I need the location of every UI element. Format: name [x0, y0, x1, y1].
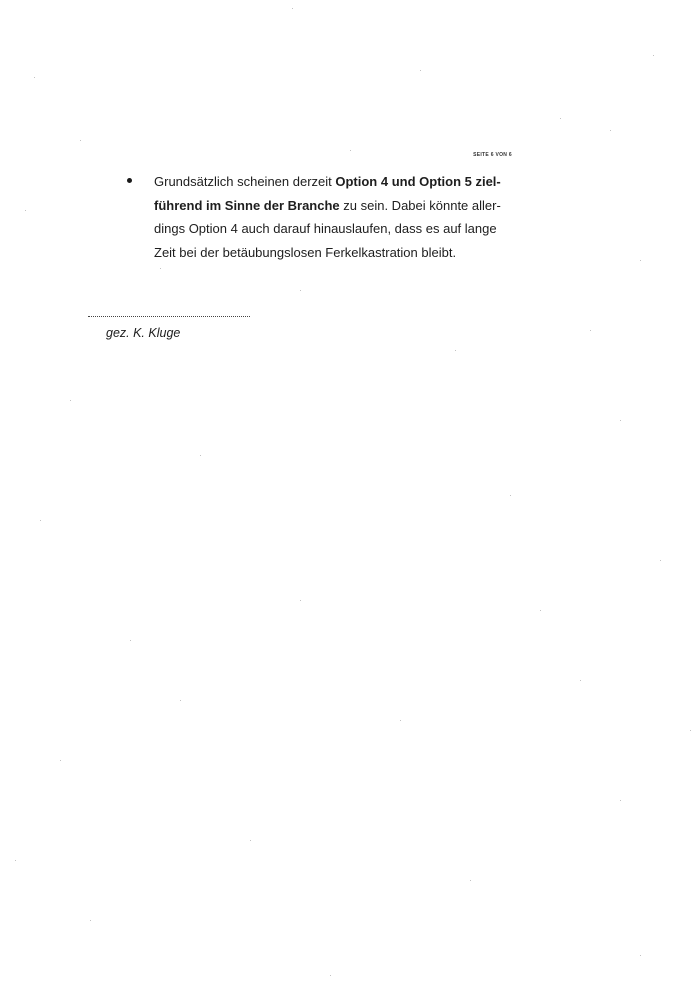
scan-speckle	[300, 290, 301, 291]
scan-speckle	[580, 680, 581, 681]
scan-speckle	[34, 77, 35, 78]
scan-speckle	[350, 150, 351, 151]
scan-speckle	[330, 975, 331, 976]
scan-speckle	[80, 140, 81, 141]
scan-speckle	[470, 880, 471, 881]
scan-speckle	[610, 130, 611, 131]
bullet-list-item	[127, 170, 507, 265]
text-run: zu sein. Dabei könnte aller-	[339, 197, 501, 213]
scan-speckle	[510, 495, 511, 496]
scan-speckle	[200, 455, 201, 456]
signature-text: gez. K. Kluge	[106, 326, 181, 340]
scan-speckle	[690, 730, 691, 731]
scan-speckle	[640, 955, 641, 956]
scan-speckle	[130, 640, 131, 641]
scan-speckle	[160, 268, 161, 269]
scan-speckle	[70, 400, 71, 401]
text-run: dings Option 4 auch darauf hinauslaufen, dass es auf lange	[154, 221, 497, 237]
scan-speckle	[180, 700, 181, 701]
scan-speckle	[590, 330, 591, 331]
scan-speckle	[620, 800, 621, 801]
bullet-line-2	[154, 194, 504, 218]
scan-speckle	[560, 118, 561, 119]
scan-speckle	[540, 610, 541, 611]
text-run: Zeit bei der betäubungslosen Ferkelkastration bleibt.	[154, 245, 457, 261]
scan-speckle	[400, 720, 401, 721]
scan-speckle	[292, 8, 293, 9]
scan-speckle	[653, 55, 654, 56]
bullet-line-3	[154, 217, 504, 241]
scan-speckle	[640, 260, 641, 261]
scan-speckle	[15, 860, 16, 861]
scan-speckle	[300, 600, 301, 601]
text-run-bold: Option 4 und Option 5 ziel-	[335, 174, 501, 189]
bullet-line-4	[154, 241, 504, 265]
text-run-bold: führend im Sinne der Branche	[154, 197, 340, 213]
scan-speckle	[40, 520, 41, 521]
scan-speckle	[660, 560, 661, 561]
scan-speckle	[250, 840, 251, 841]
scan-speckle	[90, 920, 91, 921]
scan-speckle	[420, 70, 421, 71]
page-number: SEITE 6 VON 6	[473, 152, 512, 158]
signature-divider	[88, 316, 250, 317]
text-run: Grundsätzlich scheinen derzeit	[154, 174, 336, 189]
scan-speckle	[25, 210, 26, 211]
bullet-dot-icon	[127, 178, 132, 183]
scan-speckle	[60, 760, 61, 761]
scan-speckle	[620, 420, 621, 421]
bullet-line-1	[154, 170, 504, 194]
scan-speckle	[455, 350, 456, 351]
bullet-text	[154, 170, 504, 265]
